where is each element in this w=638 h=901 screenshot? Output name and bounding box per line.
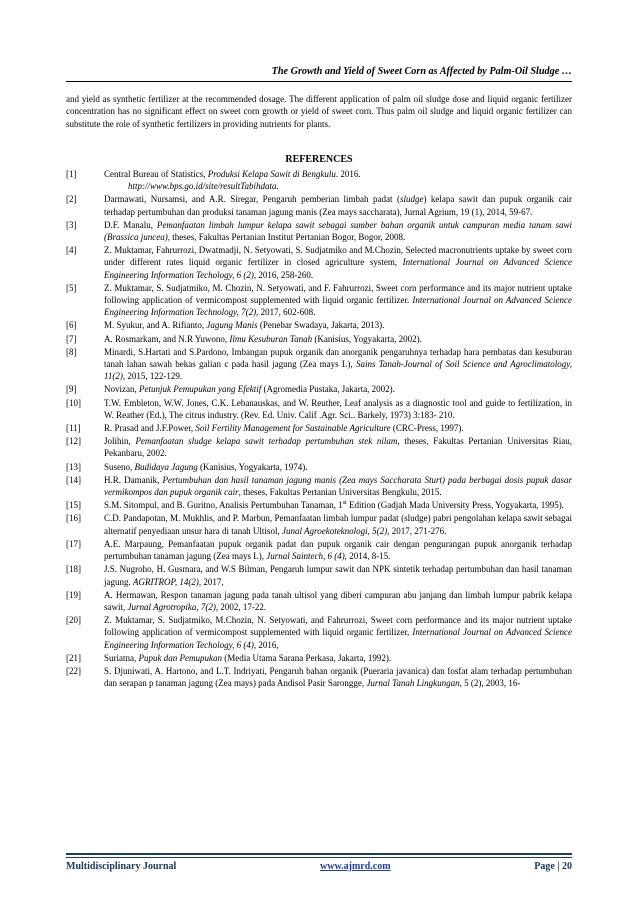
reference-item <box>66 563 572 587</box>
reference-text-plain: Suseno, <box>104 461 135 472</box>
reference-item <box>66 333 572 345</box>
reference-text-plain: T.W. Embleton, W.W. Jones, C.K. Lebanauskas, and W. Reuther, Leaf analysis as a diagnostic tool and guide to fertilization, in W. Reather (Ed.), The citrus industry. (Rev. Ed. Univ. Calif .Agr. Sci.. Barkely, 1973) 3:183- 210. <box>104 397 572 420</box>
reference-item <box>66 499 572 511</box>
reference-item <box>66 474 572 498</box>
reference-text <box>104 219 572 243</box>
reference-text-italic: Jurnal Tanah Lingkungan <box>366 678 460 689</box>
reference-text-plain: Darmawati, Nursamsi, and A.R. Siregar, Pengaruh pemberian limbah padat ( <box>104 194 400 205</box>
footer-page-number: Page | 20 <box>534 861 572 872</box>
reference-text <box>104 168 572 192</box>
reference-text <box>104 665 572 689</box>
reference-text <box>104 333 572 345</box>
reference-text <box>104 563 572 587</box>
reference-item <box>66 282 572 319</box>
reference-text <box>104 193 572 217</box>
reference-item <box>66 397 572 421</box>
reference-number: [2] <box>66 194 77 205</box>
reference-item <box>66 461 572 473</box>
reference-text <box>104 499 572 511</box>
reference-text-tail: (Kanisius, Yogyakarta, 1974). <box>197 461 308 472</box>
reference-text-plain: Minardi, S.Hartati and S.Pardono, Imbangan pupuk organik dan anorganik pengaruhnya terhadap hara pembatas dan kesuburan tanah lahan sawah bekas galian c pada hasil jagung (Zea mays L), <box>104 346 572 370</box>
reference-text-tail: , theses, Fakultas Pertanian Universitas Riau, Pekanbaru, 2002. <box>104 436 572 459</box>
reference-text-italic: Produksi Kelapa Sawit di Bengkulu <box>207 169 336 179</box>
reference-item <box>66 589 572 613</box>
reference-text-italic: International Journal on Advanced Science Engineering Information Techology, 6 (4), <box>104 627 573 650</box>
running-header: The Growth and Yield of Sweet Corn as Affected by Palm-Oil Sludge … <box>271 66 572 77</box>
intro-paragraph: and yield as synthetic fertilizer at the recommended dosage. The different application of palm oil sludge dose and liquid organic fertilizer concentration has no significant effect on sweet corn growth or yield of sweet corn. Thus palm oil sludge and liquid organic fertilizer can substitute the role of synthetic fertilizers in providing nutrients for plants. <box>66 94 572 129</box>
reference-text-italic: AGRITROP, 14(2), <box>133 576 202 587</box>
reference-text <box>104 319 572 331</box>
reference-text-tail: . 2016. <box>335 169 361 179</box>
reference-item <box>66 383 572 395</box>
reference-item <box>66 319 572 331</box>
reference-text-tail: (Agromedia Pustaka, Jakarta, 2002). <box>261 384 395 395</box>
references-heading: REFERENCES <box>285 154 353 165</box>
reference-number: [5] <box>66 282 77 293</box>
reference-text-tail: 2017, 602-608. <box>258 307 316 318</box>
reference-text-plain: Jolihin, <box>104 436 136 447</box>
reference-number: [4] <box>66 245 77 256</box>
reference-text <box>104 383 572 395</box>
reference-number: [9] <box>66 384 77 395</box>
reference-item <box>66 512 572 536</box>
reference-text-tail: (Penebar Swadaya, Jakarta, 2013). <box>257 320 385 331</box>
reference-text <box>104 435 572 459</box>
reference-text-italic: Petunjuk Pemupukan yang Efektif <box>139 384 262 395</box>
reference-text-tail: 2014, 8-15. <box>346 551 391 562</box>
reference-item <box>66 244 572 281</box>
header-rule <box>66 81 572 82</box>
reference-number: [1] <box>66 169 77 179</box>
reference-text <box>104 538 572 562</box>
reference-text-plain: Central Bureau of Statistics, <box>104 169 208 179</box>
footer-rule-thin <box>66 857 572 858</box>
reference-text-tail: , 5 (2), 2003, 16- <box>459 678 521 689</box>
reference-text-tail: 2002, 17-22. <box>218 601 267 612</box>
reference-text-tail: ) kelapa sawit dan pupuk organik cair terhadap pertumbuhan dan produksi tanaman jagung manis (Zea mays saccharata), Jurnal Agrium, 19 (1), 2014, 59-67. <box>104 194 572 217</box>
reference-text <box>104 461 572 473</box>
reference-text-italic: Jurnal Saintech, 6 (4), <box>266 551 347 562</box>
reference-text <box>104 474 572 498</box>
reference-text-italic: Ilmu Kesuburan Tanah <box>229 333 313 344</box>
reference-text-italic: International Journal on Advanced Science Engineering Information Techology, 6 (2), <box>104 257 572 280</box>
reference-item <box>66 538 572 562</box>
reference-number: [17] <box>66 538 81 549</box>
reference-text <box>104 512 572 536</box>
reference-text <box>104 422 572 434</box>
reference-text-italic: Pupuk dan Pemupukan <box>138 652 222 663</box>
reference-text <box>104 652 572 664</box>
reference-number: [22] <box>66 665 81 676</box>
reference-text <box>104 589 572 613</box>
reference-item <box>66 614 572 651</box>
reference-number: [10] <box>66 397 81 408</box>
reference-text <box>104 614 572 651</box>
reference-number: [13] <box>66 461 81 472</box>
reference-number: [7] <box>66 333 77 344</box>
reference-text-plain: Z. Muktamar, Fahrurrozi, Dwatmadji, N. Setyowati, S. Sudjatmiko and M.Chozin, Selected macronutrients uptake by sweet corn under different rates liquid organic fertilizer in closed agriculture system, <box>104 245 572 268</box>
reference-text-plain: C.D. Pandapotan, M. Mukhlis, and P. Marbun, Pemanfaatan limbah lumpur padat (sludge) pabri pengolahan kelapa sawit sebagai alternatif penyediaan unsur hara di tanah Ultisol, <box>104 513 572 536</box>
reference-text-plain: H.R. Damanik, <box>104 474 163 485</box>
reference-number: [19] <box>66 589 81 600</box>
reference-text-tail: (Media Utama Sarana Perkasa, Jakarta, 1992). <box>221 652 392 663</box>
reference-number: [21] <box>66 652 81 663</box>
reference-number: [11] <box>66 423 81 434</box>
reference-text-italic: Sains Tanah-Journal of Soil Science and Agroclimatology, 11(2), <box>104 359 573 382</box>
reference-item <box>66 665 572 689</box>
footer <box>66 861 572 872</box>
reference-number: [6] <box>66 320 77 331</box>
reference-number: [20] <box>66 615 81 626</box>
reference-text-italic: Pertumbuhan dan hasil tanaman jagung manis (Zea mays Saccharata Sturt) pada berbagai dosis pupuk dasar vermikompos dan pupuk organik cair <box>104 474 572 498</box>
reference-text-plain: S. Djuniwati, A. Hartono, and L.T. Indriyati, Pengaruh bahan organik (Pueraria javanica) dan fosfat alam terhadap pertumbuhan dan serapan p tanaman jagung (Zea mays) pada Andisol Pasir Sarongge, <box>104 665 572 689</box>
reference-text-tail: , theses, Fakultas Pertanian Universitas Bengkulu, 2015. <box>238 487 442 498</box>
reference-text <box>104 282 572 319</box>
reference-text-plain: J.S. Nugroho, H. Gusmara, and W.S Bilman, Pengaruh lumpur sawit dan NPK sintetik terhadap pertumbuhan dan hasil tanaman jagung. <box>104 564 572 587</box>
reference-text-tail: (Kanisius, Yogyakarta, 2002). <box>312 333 422 344</box>
reference-text-tail: (CRC-Press, 1997). <box>390 423 464 434</box>
references-list <box>66 168 572 690</box>
reference-text-italic: International Journal on Advanced Science Engineering Information Technology, 7(2), <box>104 295 572 318</box>
reference-number: [12] <box>66 436 81 447</box>
reference-text-plain: A.E. Marpaung, Pemanfaatan pupuk organik padat dan pupuk organik cair dengan pengurangan pupuk anorganik terhadap pertumbuhan tanaman jagung (Zea mays L), <box>104 538 572 562</box>
footer-rule <box>66 853 572 855</box>
reference-text <box>104 346 572 383</box>
reference-text-plain: A. Rosmarkam, and N.R Yuwono, <box>104 333 230 344</box>
reference-text-tail: 2016, 258-260. <box>256 269 314 280</box>
reference-text-plain: M. Syukur, and A. Rifianto, <box>104 320 207 331</box>
reference-text-plain: Z. Muktamar, S. Sudjatmiko, M.Chozin, N. Setyowati, and Fahrurrozi, Sweet corn performance and its major nutrient uptake following application of vermicompost supplemented with liquid organic fertilizer, <box>104 615 572 638</box>
reference-text-italic: Pemanfaatan sludge kelapa sawit terhadap pertumbuhan stek nilam <box>135 436 398 447</box>
reference-text-tail: 2017, <box>201 576 224 587</box>
reference-text-plain: Novizan, <box>104 384 139 395</box>
reference-number: [14] <box>66 474 81 485</box>
reference-text-tail: 2016, <box>256 639 279 650</box>
reference-text <box>104 244 572 281</box>
reference-number: [18] <box>66 564 81 575</box>
reference-number: [15] <box>66 500 81 511</box>
reference-item <box>66 652 572 664</box>
reference-number: [3] <box>66 219 77 230</box>
reference-item <box>66 346 572 383</box>
reference-text <box>104 397 572 421</box>
reference-text-italic: Soil Fertility Management for Sustainable Agriculture <box>195 423 391 434</box>
reference-text-tail: 2015, 122-129. <box>125 371 183 382</box>
reference-item <box>66 435 572 459</box>
reference-text-plain: S.M. Sitompul, and B. Guritno, Analisis Pertumbuhan Tanaman, 1 <box>104 500 343 511</box>
reference-text-italic: Budidaya Jagung <box>134 461 198 472</box>
reference-text-tail: theses, Fakultas Pertanian Institut Pertanian Bogor, Bogor, 2008. <box>169 232 406 243</box>
reference-text-plain: A. Hermawan, Respon tanaman jagung pada tanah ultisol yang diberi campuran abu janjang dan limbah lumpur pabrik kelapa sawit, <box>104 589 572 612</box>
reference-number: [8] <box>66 346 77 357</box>
reference-text-italic: Jurnal Agrotropika, 7(2), <box>127 601 219 612</box>
reference-item <box>66 193 572 217</box>
reference-text-tail: 2017, 271-276. <box>389 525 447 536</box>
reference-text-plain: D.F. Manalu, <box>104 219 157 230</box>
reference-item <box>66 219 572 243</box>
reference-text-tail: Edition (Gadjah Mada University Press, Yogyakarta, 1995). <box>346 500 564 511</box>
footer-journal-name: Multidisciplinary Journal <box>66 861 177 872</box>
reference-text-italic: Junal Agroekoteknologi, 5(2), <box>281 525 390 536</box>
reference-text-italic: Pemanfaatan limbah lumpur kelapa sawit sebagai sumber bahan organik untuk campuran media tanam sawi (Brassica juncea), <box>104 219 572 243</box>
reference-item <box>66 422 572 434</box>
reference-text-italic: sludge <box>399 194 424 205</box>
reference-url[interactable]: http://www.bps.go.id/site/resultTabihdata. <box>128 181 279 192</box>
reference-text-plain: Suriatna, <box>104 652 139 663</box>
reference-item <box>66 168 572 192</box>
reference-superscript: st <box>342 500 347 507</box>
reference-text-plain: R. Prasad and J.F.Power, <box>104 423 196 434</box>
reference-text-italic: Jagung Manis <box>206 320 258 331</box>
footer-website-link[interactable]: www.ajmrd.com <box>320 861 391 872</box>
reference-text-plain: Z. Muktamar, S. Sudjatmiko, M. Chozin, N. Setyowati, and F. Fahrurrozi, Sweet corn performance and its major nutrient uptake following application of vermicompost supplemented with liquid organic fertilizer. <box>104 282 572 306</box>
reference-number: [16] <box>66 513 81 524</box>
